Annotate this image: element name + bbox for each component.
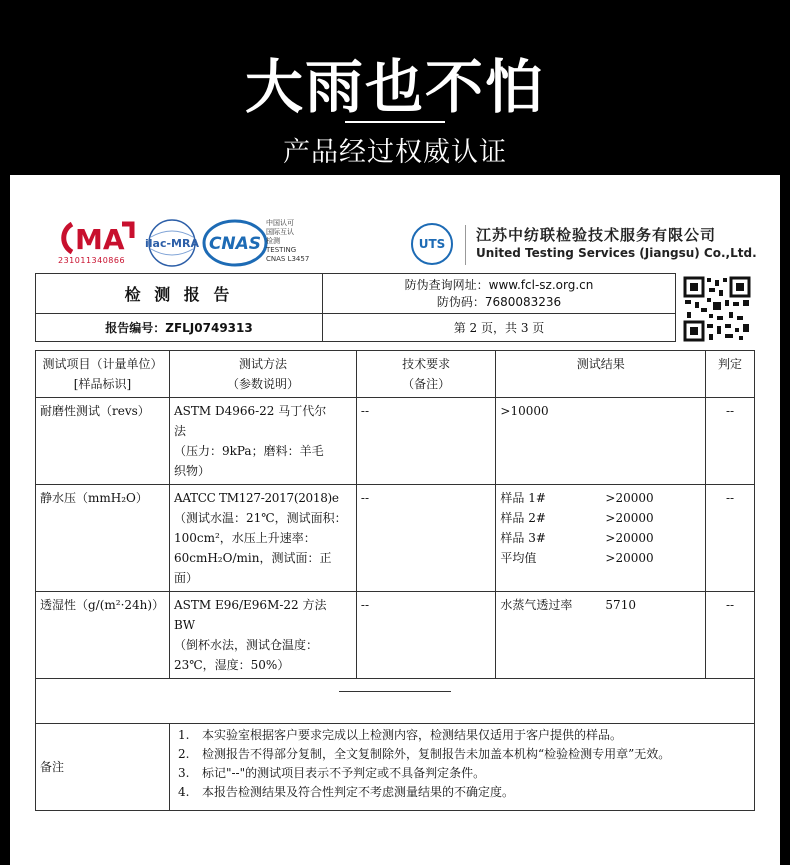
company-name-cn: 江苏中纺联检验技术服务有限公司 xyxy=(476,226,717,244)
logo-divider xyxy=(465,225,466,265)
header-method: 测试方法 （参数说明） xyxy=(169,351,356,398)
svg-text:ilac-MRA: ilac-MRA xyxy=(145,237,199,250)
table-header-row xyxy=(36,351,755,398)
row-requirement: -- xyxy=(356,398,496,485)
row-result xyxy=(496,592,706,679)
table-row xyxy=(36,485,755,592)
blank-divider xyxy=(339,691,451,692)
report-header-table xyxy=(35,273,676,342)
uts-logo-icon xyxy=(407,220,457,268)
banner xyxy=(0,0,790,172)
report-title: 检 测 报 告 xyxy=(36,274,323,314)
remarks-label: 备注 xyxy=(36,724,170,811)
svg-text:CNAS: CNAS xyxy=(208,234,262,254)
result-sample: 样品 1# >20000 xyxy=(500,491,654,505)
row-requirement: -- xyxy=(356,592,496,679)
blank-row xyxy=(36,679,755,724)
row-method: AATCC TM127-2017(2018)e （测试水温：21℃，测试面积： 100cm²，水压上升速率： 60cmH₂O/min，测试面：正 面） xyxy=(169,485,356,592)
result-label: 水蒸气透过率 xyxy=(500,598,573,612)
row-item: 耐磨性测试（revs） xyxy=(36,398,170,485)
row-item: 静水压（mmH₂O） xyxy=(36,485,170,592)
result-value: 5710 xyxy=(605,598,636,612)
result-sample: 样品 3# >20000 xyxy=(500,531,654,545)
header-result: 测试结果 xyxy=(496,351,706,398)
row-method: ASTM E96/E96M-22 方法 BW （倒杯水法，测试仓温度： 23℃，湿度：50%） xyxy=(169,592,356,679)
remark-item: 4. 本报告检测结果及符合性判定不考虑测量结果的不确定度。 xyxy=(177,785,514,799)
banner-divider xyxy=(345,121,445,123)
cnas-caption: 中国认可 国际互认 检测 TESTING CNAS L3457 xyxy=(266,219,310,263)
row-result xyxy=(496,485,706,592)
page-indicator: 第 2 页，共 3 页 xyxy=(323,314,676,342)
result-average: 平均值 >20000 xyxy=(500,551,654,565)
banner-title: 大雨也不怕 xyxy=(244,53,545,121)
remarks-list xyxy=(169,724,754,811)
header-item: 测试项目（计量单位） [样品标识] xyxy=(36,351,170,398)
table-row xyxy=(36,592,755,679)
row-result: >10000 xyxy=(496,398,706,485)
test-report-document xyxy=(10,175,780,865)
remarks-row xyxy=(36,724,755,811)
cma-logo-icon xyxy=(58,220,136,256)
row-judgement: -- xyxy=(706,398,755,485)
row-requirement: -- xyxy=(356,485,496,592)
verify-code: 防伪码：7680083236 xyxy=(436,294,562,309)
report-number: 报告编号：ZFLJ0749313 xyxy=(36,314,323,342)
banner-subtitle: 产品经过权威认证 xyxy=(283,137,507,168)
ilac-mra-logo-icon xyxy=(145,219,199,267)
remark-item: 2. 检测报告不得部分复制，全文复制除外，复制报告未加盖本机构“检验检测专用章”无效。 xyxy=(177,747,671,761)
cma-number: 231011340866 xyxy=(58,256,126,265)
row-judgement: -- xyxy=(706,592,755,679)
anti-counterfeit-info xyxy=(323,274,676,314)
row-judgement: -- xyxy=(706,485,755,592)
remark-item: 3. 标记"--"的测试项目表示不予判定或不具备判定条件。 xyxy=(177,766,486,780)
svg-text:UTS: UTS xyxy=(418,237,446,251)
verify-url: 防伪查询网址：www.fcl-sz.org.cn xyxy=(404,277,594,292)
company-name-en: United Testing Services (Jiangsu) Co.,Ltd. xyxy=(476,246,757,260)
test-results-table xyxy=(35,350,755,811)
header-requirement: 技术要求 （备注） xyxy=(356,351,496,398)
row-item: 透湿性（g/(m²·24h)） xyxy=(36,592,170,679)
result-sample: 样品 2# >20000 xyxy=(500,511,654,525)
certification-logos xyxy=(10,175,780,275)
table-row xyxy=(36,398,755,485)
cnas-logo-icon xyxy=(202,219,268,267)
remark-item: 1. 本实验室根据客户要求完成以上检测内容，检测结果仅适用于客户提供的样品。 xyxy=(177,728,622,742)
svg-text:MA: MA xyxy=(75,223,125,256)
blank-cell xyxy=(36,679,755,724)
qr-code-icon xyxy=(682,275,752,343)
header-judgement: 判定 xyxy=(706,351,755,398)
row-method: ASTM D4966-22 马丁代尔 法 （压力：9kPa；磨料：羊毛 织物） xyxy=(169,398,356,485)
